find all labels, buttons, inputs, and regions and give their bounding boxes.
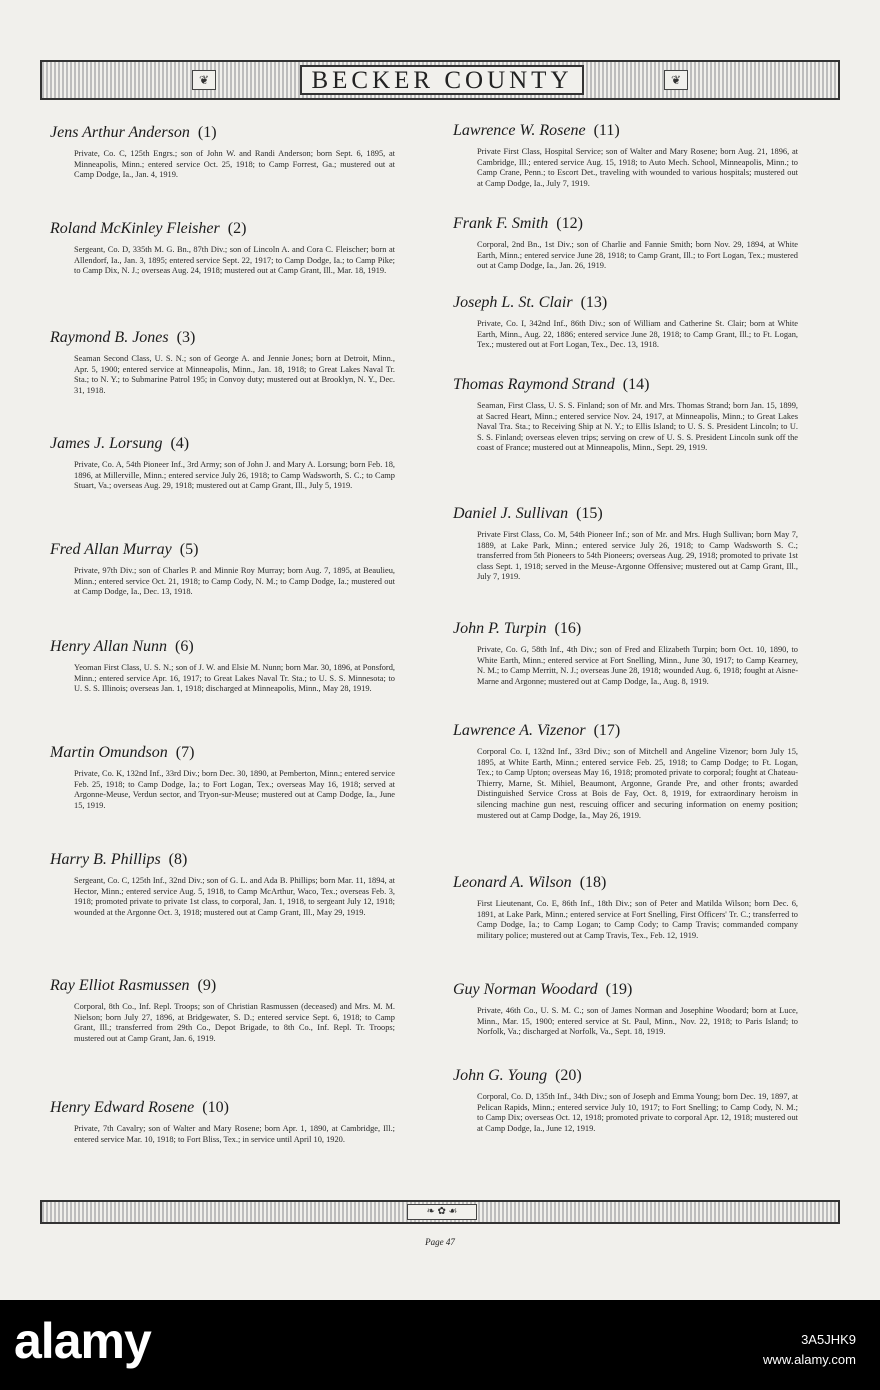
entry-description: Private, Co. G, 58th Inf., 4th Div.; son of Fred and Elizabeth Turpin; born Oct. 10, 1890, to White Earth, Minn.; entered service at Fort Snelling, Minn., June 30, 1917; to Camp Kearney, N. M.; to Camp Merritt, N. J.; overseas June 28, 1918; wounded Aug. 6, 1918; fought at Aisne-Marne and Argonne; mustered out at Camp Dodge, Ia., Aug. 8, 1919.	[477, 645, 798, 686]
page-number: Page 47	[425, 1237, 455, 1247]
soldier-entry	[50, 975, 395, 1044]
soldier-entry	[50, 327, 395, 396]
watermark-url: www.alamy.com	[763, 1352, 856, 1367]
soldier-entry	[50, 433, 395, 492]
entry-description: Private, 7th Cavalry; son of Walter and Mary Rosene; born Apr. 1, 1890, at Cambridge, Ill.; entered service Mar. 10, 1918; to Fort Bliss, Tex.; in service until April 10, 1920.	[74, 1124, 395, 1144]
entry-description: Private, 97th Div.; son of Charles P. and Minnie Roy Murray; born Aug. 7, 1895, at Beaulieu, Minn.; entered service Oct. 21, 1918; to Camp Cody, N. M.; to Camp Dodge, Ia.; mustered out at Camp Dodge, Ia., Dec. 13, 1918.	[74, 566, 395, 597]
entry-name: Lawrence W. Rosene (11)	[453, 122, 620, 139]
entry-description: Sergeant, Co. C, 125th Inf., 32nd Div.; son of G. L. and Ada B. Phillips; born Mar. 11, 1894, at Hector, Minn.; entered service Aug. 5, 1918, to Camp McArthur, Waco, Tex.; overseas Feb. 3, 1918; promoted private to private 1st class, to corporal, Jan. 1, 1918, to sergeant July 12, 1918; wounded at the Argonne Oct. 3, 1918; mustered out at Camp Grant, Ill., May 29, 1919.	[74, 876, 395, 917]
entry-description: Private First Class, Hospital Service; son of Walter and Mary Rosene; born Aug. 21, 1896, at Cambridge, Ill.; entered service Aug. 15, 1918; to Auto Mech. School, Minneapolis, Minn.; to Camp Crane, Penn.; to Escort Det., traveling with wounded to various hospitals; mustered out at Camp Dodge, Ia., July 7, 1919.	[477, 147, 798, 188]
entry-name: Jens Arthur Anderson (1)	[50, 124, 217, 141]
entry-name: Daniel J. Sullivan (15)	[453, 505, 603, 522]
entry-description: Corporal, 2nd Bn., 1st Div.; son of Charlie and Fannie Smith; born Nov. 29, 1894, at White Earth, Minn.; entered service June 28, 1918; to Camp Grant, Ill.; to Fort Logan, Tex.; mustered out at Camp Dodge, Ia., Jan. 26, 1919.	[477, 240, 798, 271]
entry-description: Corporal, Co. D, 135th Inf., 34th Div.; son of Joseph and Emma Young; born Dec. 19, 1897, at Pelican Rapids, Minn.; entered service July 10, 1917; to Fort Snelling; to Camp Cody, N. M.; to Camp Dix; overseas Oct. 12, 1918; promoted private to corporal Apr. 12, 1918; mustered out at Camp Dodge, Ia., June 12, 1919.	[477, 1092, 798, 1133]
watermark-image-id: 3A5JHK9	[801, 1332, 856, 1347]
entry-description: Private, Co. C, 125th Engrs.; son of John W. and Randi Anderson; born Sept. 6, 1895, at Minneapolis, Minn.; entered service Oct. 25, 1918; to Camp Forrest, Ga.; mustered out at Camp Dodge, Ia., Jan. 4, 1919.	[74, 149, 395, 180]
soldier-entry	[453, 120, 798, 189]
soldier-entry	[453, 213, 798, 272]
entry-name: Joseph L. St. Clair (13)	[453, 294, 608, 311]
entry-name: Henry Edward Rosene (10)	[50, 1099, 229, 1116]
soldier-entry	[50, 1097, 395, 1145]
footer-border	[40, 1200, 840, 1224]
right-ornament-icon: ❦	[664, 70, 688, 90]
entry-name: Guy Norman Woodard (19)	[453, 981, 633, 998]
watermark-logo: alamy	[14, 1313, 151, 1369]
soldier-entry	[50, 218, 395, 277]
soldier-entry	[50, 742, 395, 811]
soldier-entry	[453, 720, 798, 821]
left-ornament-icon: ❦	[192, 70, 216, 90]
entry-name: Roland McKinley Fleisher (2)	[50, 220, 247, 237]
entry-name: Ray Elliot Rasmussen (9)	[50, 977, 217, 994]
header-banner	[40, 60, 840, 100]
entry-description: Private First Class, Co. M, 54th Pioneer Inf.; son of Mr. and Mrs. Hugh Sullivan; born May 7, 1889, at Lake Park, Minn.; entered service July 26, 1918; to Camp Wadsworth S. C.; transferred from 5th Pioneers to 54th Pioneers; overseas Aug. 29, 1918; promoted to private 1st class Sept. 1, 1918; served in the Meuse-Argonne Offensive; mustered out at Camp Grant, Ill., July 7, 1919.	[477, 530, 798, 582]
entry-name: John P. Turpin (16)	[453, 620, 582, 637]
entry-name: Leonard A. Wilson (18)	[453, 874, 607, 891]
page-title: BECKER COUNTY	[300, 65, 584, 95]
entry-name: Thomas Raymond Strand (14)	[453, 376, 650, 393]
soldier-entry	[453, 979, 798, 1038]
soldier-entry	[453, 1065, 798, 1134]
entry-description: Private, Co. K, 132nd Inf., 33rd Div.; born Dec. 30, 1890, at Pemberton, Minn.; entered service Feb. 25, 1918; to Camp Dodge, Ia.; to Fort Logan, Tex.; overseas May 16, 1918; served at Argonne-Meuse, Verdun sector, and Tryon-sur-Meuse; mustered out at Camp Dodge, Ia., June 15, 1919.	[74, 769, 395, 810]
entry-name: Lawrence A. Vizenor (17)	[453, 722, 621, 739]
entry-name: Frank F. Smith (12)	[453, 215, 583, 232]
soldier-entry	[50, 539, 395, 598]
entry-name: Fred Allan Murray (5)	[50, 541, 199, 558]
entry-name: Raymond B. Jones (3)	[50, 329, 196, 346]
soldier-entry	[50, 849, 395, 918]
entry-description: Seaman, First Class, U. S. S. Finland; son of Mr. and Mrs. Thomas Strand; born Jan. 15, 1899, at Sacred Heart, Minn.; entered service Nov. 24, 1917, at Minneapolis, Minn.; to Great Lakes Naval Tra. Sta.; to Receiving Ship at N. Y.; to Ellis Island; to U. S. S. President Lincoln; to U. S. S. Finland; overseas eleven trips; serving on crew of U. S. S. President Lincoln sunk off the coast of France; mustered out at Minneapolis, Minn., Sept. 29, 1919.	[477, 401, 798, 453]
entry-description: Yeoman First Class, U. S. N.; son of J. W. and Elsie M. Nunn; born Mar. 30, 1896, at Ponsford, Minn.; entered service Apr. 16, 1917; to Great Lakes Naval Tr. Sta.; to U. S. S. Minnesota; to U. S. S. Illinois; overseas Jan. 1, 1918; discharged at Minneapolis, Minn., May 28, 1919.	[74, 663, 395, 694]
soldier-entry	[453, 618, 798, 687]
soldier-entry	[453, 503, 798, 583]
entry-description: Private, 46th Co., U. S. M. C.; son of James Norman and Josephine Woodard; born at Luce, Minn., Mar. 15, 1900; entered service at St. Paul, Minn., Nov. 22, 1918; to Paris Island; to Norfolk, Va.; discharged at Norfolk, Va., Sept. 18, 1919.	[477, 1006, 798, 1037]
soldier-entry	[50, 122, 395, 181]
footer-ornament-icon: ❧ ✿ ☙	[407, 1204, 477, 1220]
soldier-entry	[453, 872, 798, 941]
entry-name: John G. Young (20)	[453, 1067, 582, 1084]
entry-description: Seaman Second Class, U. S. N.; son of George A. and Jennie Jones; born at Detroit, Minn., Apr. 5, 1900; entered service at Minneapolis, Minn., Jan. 18, 1918; to Great Lakes Naval Tr. Sta.; to N. Y.; to Submarine Patrol 195; in Convoy duty; mustered out at Brooklyn, N. Y., Dec. 31, 1918.	[74, 354, 395, 395]
entry-name: Harry B. Phillips (8)	[50, 851, 188, 868]
entry-description: Sergeant, Co. D, 335th M. G. Bn., 87th Div.; son of Lincoln A. and Cora C. Fleischer; born at Allendorf, Ia., Jan. 3, 1895; entered service Sept. 22, 1917; to Camp Dodge, Ia.; to Camp Pike; to Camp Dix, N. J.; overseas Aug. 24, 1918; mustered out at Camp Grant, Ill., Mar. 18, 1919.	[74, 245, 395, 276]
soldier-entry	[453, 374, 798, 454]
entry-description: Private, Co. A, 54th Pioneer Inf., 3rd Army; son of John J. and Mary A. Lorsung; born Feb. 18, 1896, at Millerville, Minn.; entered service July 26, 1918; to Camp Wadsworth, S. C.; to Camp Stuart, Va.; overseas Aug. 29, 1918; mustered out at Camp Grant, Ill., July 5, 1919.	[74, 460, 395, 491]
entry-description: Private, Co. I, 342nd Inf., 86th Div.; son of William and Catherine St. Clair; born at White Earth, Minn., Aug. 22, 1886; entered service June 28, 1918; to Camp Grant, Ill.; to Ft. Logan, Tex.; mustered out at Fort Logan, Tex., Dec. 13, 1918.	[477, 319, 798, 350]
entry-description: First Lieutenant, Co. E, 86th Inf., 18th Div.; son of Peter and Matilda Wilson; born Dec. 6, 1891, at Lake Park, Minn.; entered service at Fort Snelling, First Officers' Tr. C.; transferred to Camp Dodge, Ia.; to Camp Logan; to Camp Cody; to Camp Travis; commanded company military police; mustered out at Camp Travis, Tex., Feb. 12, 1919.	[477, 899, 798, 940]
entry-description: Corporal, 8th Co., Inf. Repl. Troops; son of Christian Rasmussen (deceased) and Mrs. M. M. Nielson; born July 27, 1896, at Bridgewater, S. D.; entered service Sept. 6, 1918; to Camp Grant, Ill.; transferred from 29th Co., Depot Brigade, to 8th Co., Inf. Repl. Tr. Troops; mustered out at Camp Grant, Jan. 6, 1919.	[74, 1002, 395, 1043]
entry-name: Henry Allan Nunn (6)	[50, 638, 194, 655]
entry-name: James J. Lorsung (4)	[50, 435, 190, 452]
entry-description: Corporal Co. I, 132nd Inf., 33rd Div.; son of Mitchell and Angeline Vizenor; born July 15, 1895, at White Earth, Minn.; entered service Feb. 25, 1918; to Camp Dodge; to Ft. Logan, Tex.; to Camp Upton; overseas May 16, 1918; promoted private to corporal; fought at Chateau-Thierry, Marne, St. Mihiel, Beaumont, Argonne, Grande Pre, and other fronts; awarded Distinguished Service Cross at Bois de Fay, Oct. 8, 1919, for extraordinary heroism in silencing machine gun nest, rescuing officer and securing information on enemy position; mustered out at Camp Dodge, Ia., May 26, 1919.	[477, 747, 798, 820]
entry-name: Martin Omundson (7)	[50, 744, 195, 761]
soldier-entry	[453, 292, 798, 351]
soldier-entry	[50, 636, 395, 695]
